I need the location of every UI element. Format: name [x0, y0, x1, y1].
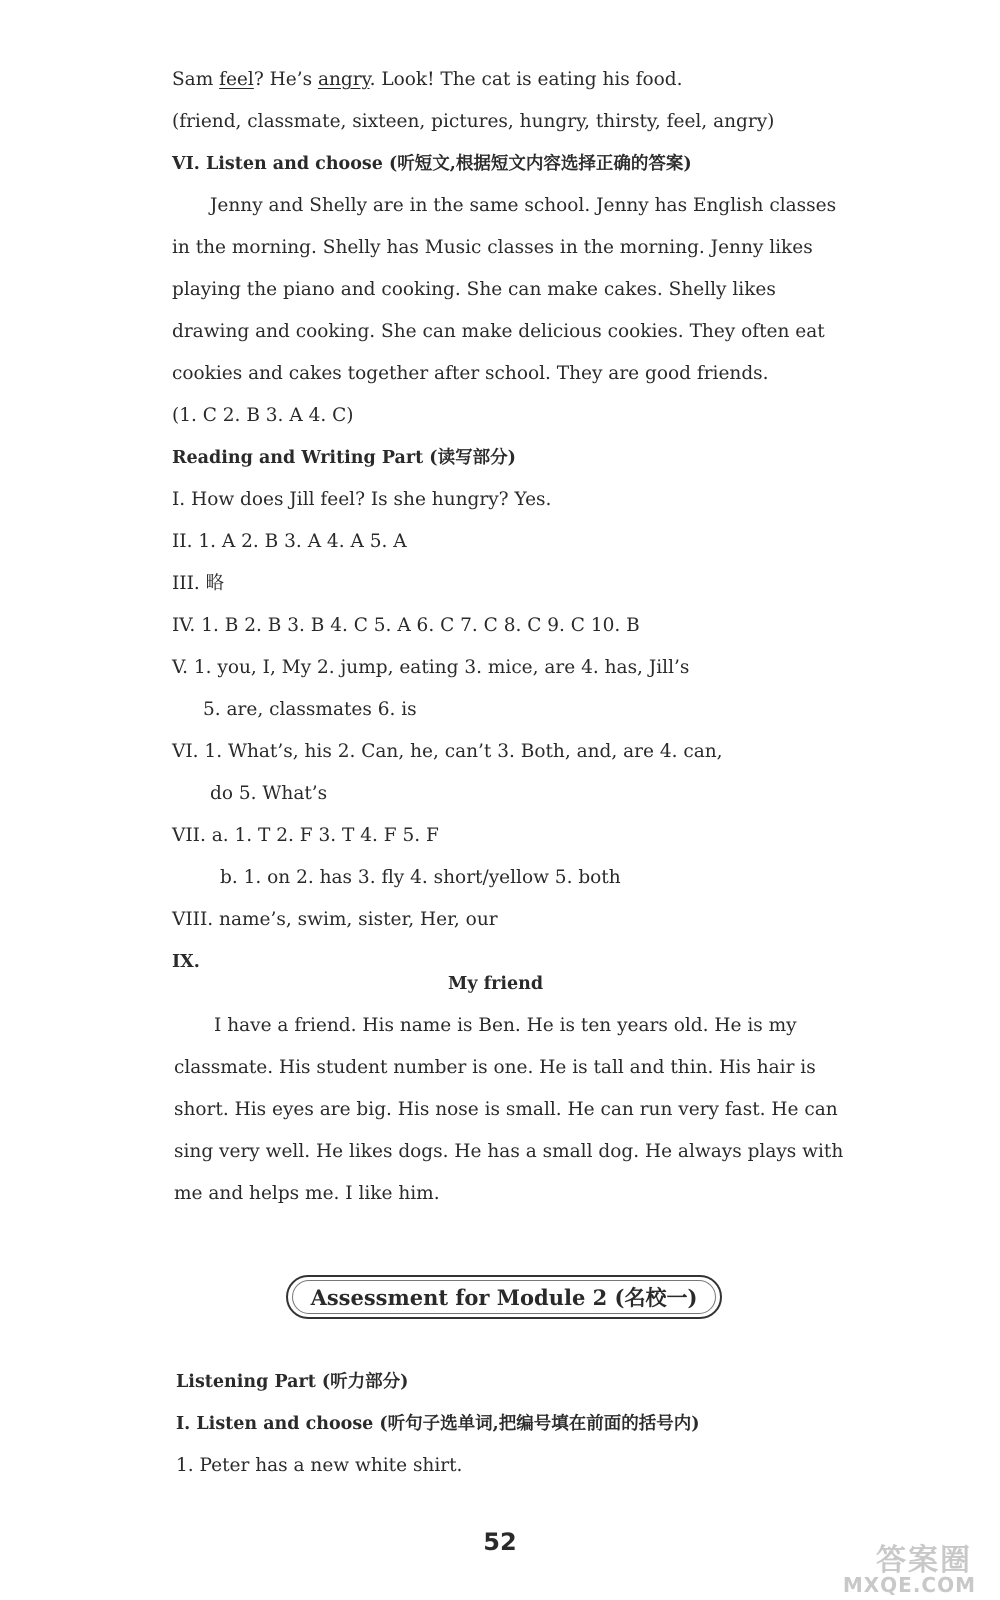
text-fragment: . Look! The cat is eating his food. — [369, 69, 683, 90]
text-fragment: Sam — [172, 69, 220, 90]
essay-line: classmate. His student number is one. He is tall and thin. His hair is — [174, 1057, 816, 1078]
page-number: 52 — [483, 1528, 517, 1556]
essay-line: sing very well. He likes dogs. He has a small dog. He always plays with — [174, 1141, 844, 1162]
answer-line: b. 1. on 2. has 3. fly 4. short/yellow 5. both — [220, 867, 621, 888]
part-heading-reading-writing: Reading and Writing Part (读写部分) — [172, 448, 516, 468]
answer-line: VII. a. 1. T 2. F 3. T 4. F 5. F — [172, 825, 439, 846]
section-title-box — [286, 1275, 722, 1319]
answer-line: VIII. name’s, swim, sister, Her, our — [172, 909, 498, 930]
question-line: 1. Peter has a new white shirt. — [176, 1455, 463, 1476]
section-heading-vi: VI. Listen and choose (听短文,根据短文内容选择正确的答案) — [172, 154, 692, 174]
answer-line: IV. 1. B 2. B 3. B 4. C 5. A 6. C 7. C 8. C 9. C 10. B — [172, 615, 640, 636]
word-bank-line: (friend, classmate, sixteen, pictures, hungry, thirsty, feel, angry) — [172, 111, 775, 132]
essay-line: I have a friend. His name is Ben. He is ten years old. He is my — [214, 1015, 797, 1036]
section-label-ix: IX. — [172, 952, 200, 972]
watermark-top: 答案圈 — [876, 1543, 972, 1578]
section-heading-i: I. Listen and choose (听句子选单词,把编号填在前面的括号内) — [176, 1414, 700, 1434]
passage-line: playing the piano and cooking. She can make cakes. Shelly likes — [172, 279, 776, 300]
answer-line: do 5. What’s — [210, 783, 328, 804]
answer-line: 5. are, classmates 6. is — [203, 699, 417, 720]
watermark-bottom: MXQE.COM — [842, 1573, 976, 1597]
answer-line: I. How does Jill feel? Is she hungry? Yes. — [172, 489, 552, 510]
answer-line: II. 1. A 2. B 3. A 4. A 5. A — [172, 531, 407, 552]
passage-line: cookies and cakes together after school. They are good friends. — [172, 363, 769, 384]
watermark-logo — [790, 1535, 980, 1595]
answer-line: III. 略 — [172, 573, 225, 594]
part-heading-listening: Listening Part (听力部分) — [176, 1372, 409, 1392]
passage-line: drawing and cooking. She can make delicious cookies. They often eat — [172, 321, 825, 342]
essay-line: me and helps me. I like him. — [174, 1183, 440, 1204]
passage-line: Jenny and Shelly are in the same school. Jenny has English classes — [210, 195, 837, 216]
text-line-answer-sentence — [172, 68, 683, 92]
section-title: Assessment for Module 2 (名校一) — [310, 1285, 698, 1310]
underlined-answer: feel — [219, 69, 254, 90]
essay-title: My friend — [448, 974, 544, 994]
passage-line: in the morning. Shelly has Music classes in the morning. Jenny likes — [172, 237, 813, 258]
text-fragment: ? He’s — [253, 69, 318, 90]
answer-line: V. 1. you, I, My 2. jump, eating 3. mice, are 4. has, Jill’s — [172, 657, 690, 678]
essay-line: short. His eyes are big. His nose is small. He can run very fast. He can — [174, 1099, 838, 1120]
answer-line: VI. 1. What’s, his 2. Can, he, can’t 3. Both, and, are 4. can, — [172, 741, 723, 762]
underlined-answer: angry — [317, 69, 370, 90]
answer-line: (1. C 2. B 3. A 4. C) — [172, 405, 354, 426]
